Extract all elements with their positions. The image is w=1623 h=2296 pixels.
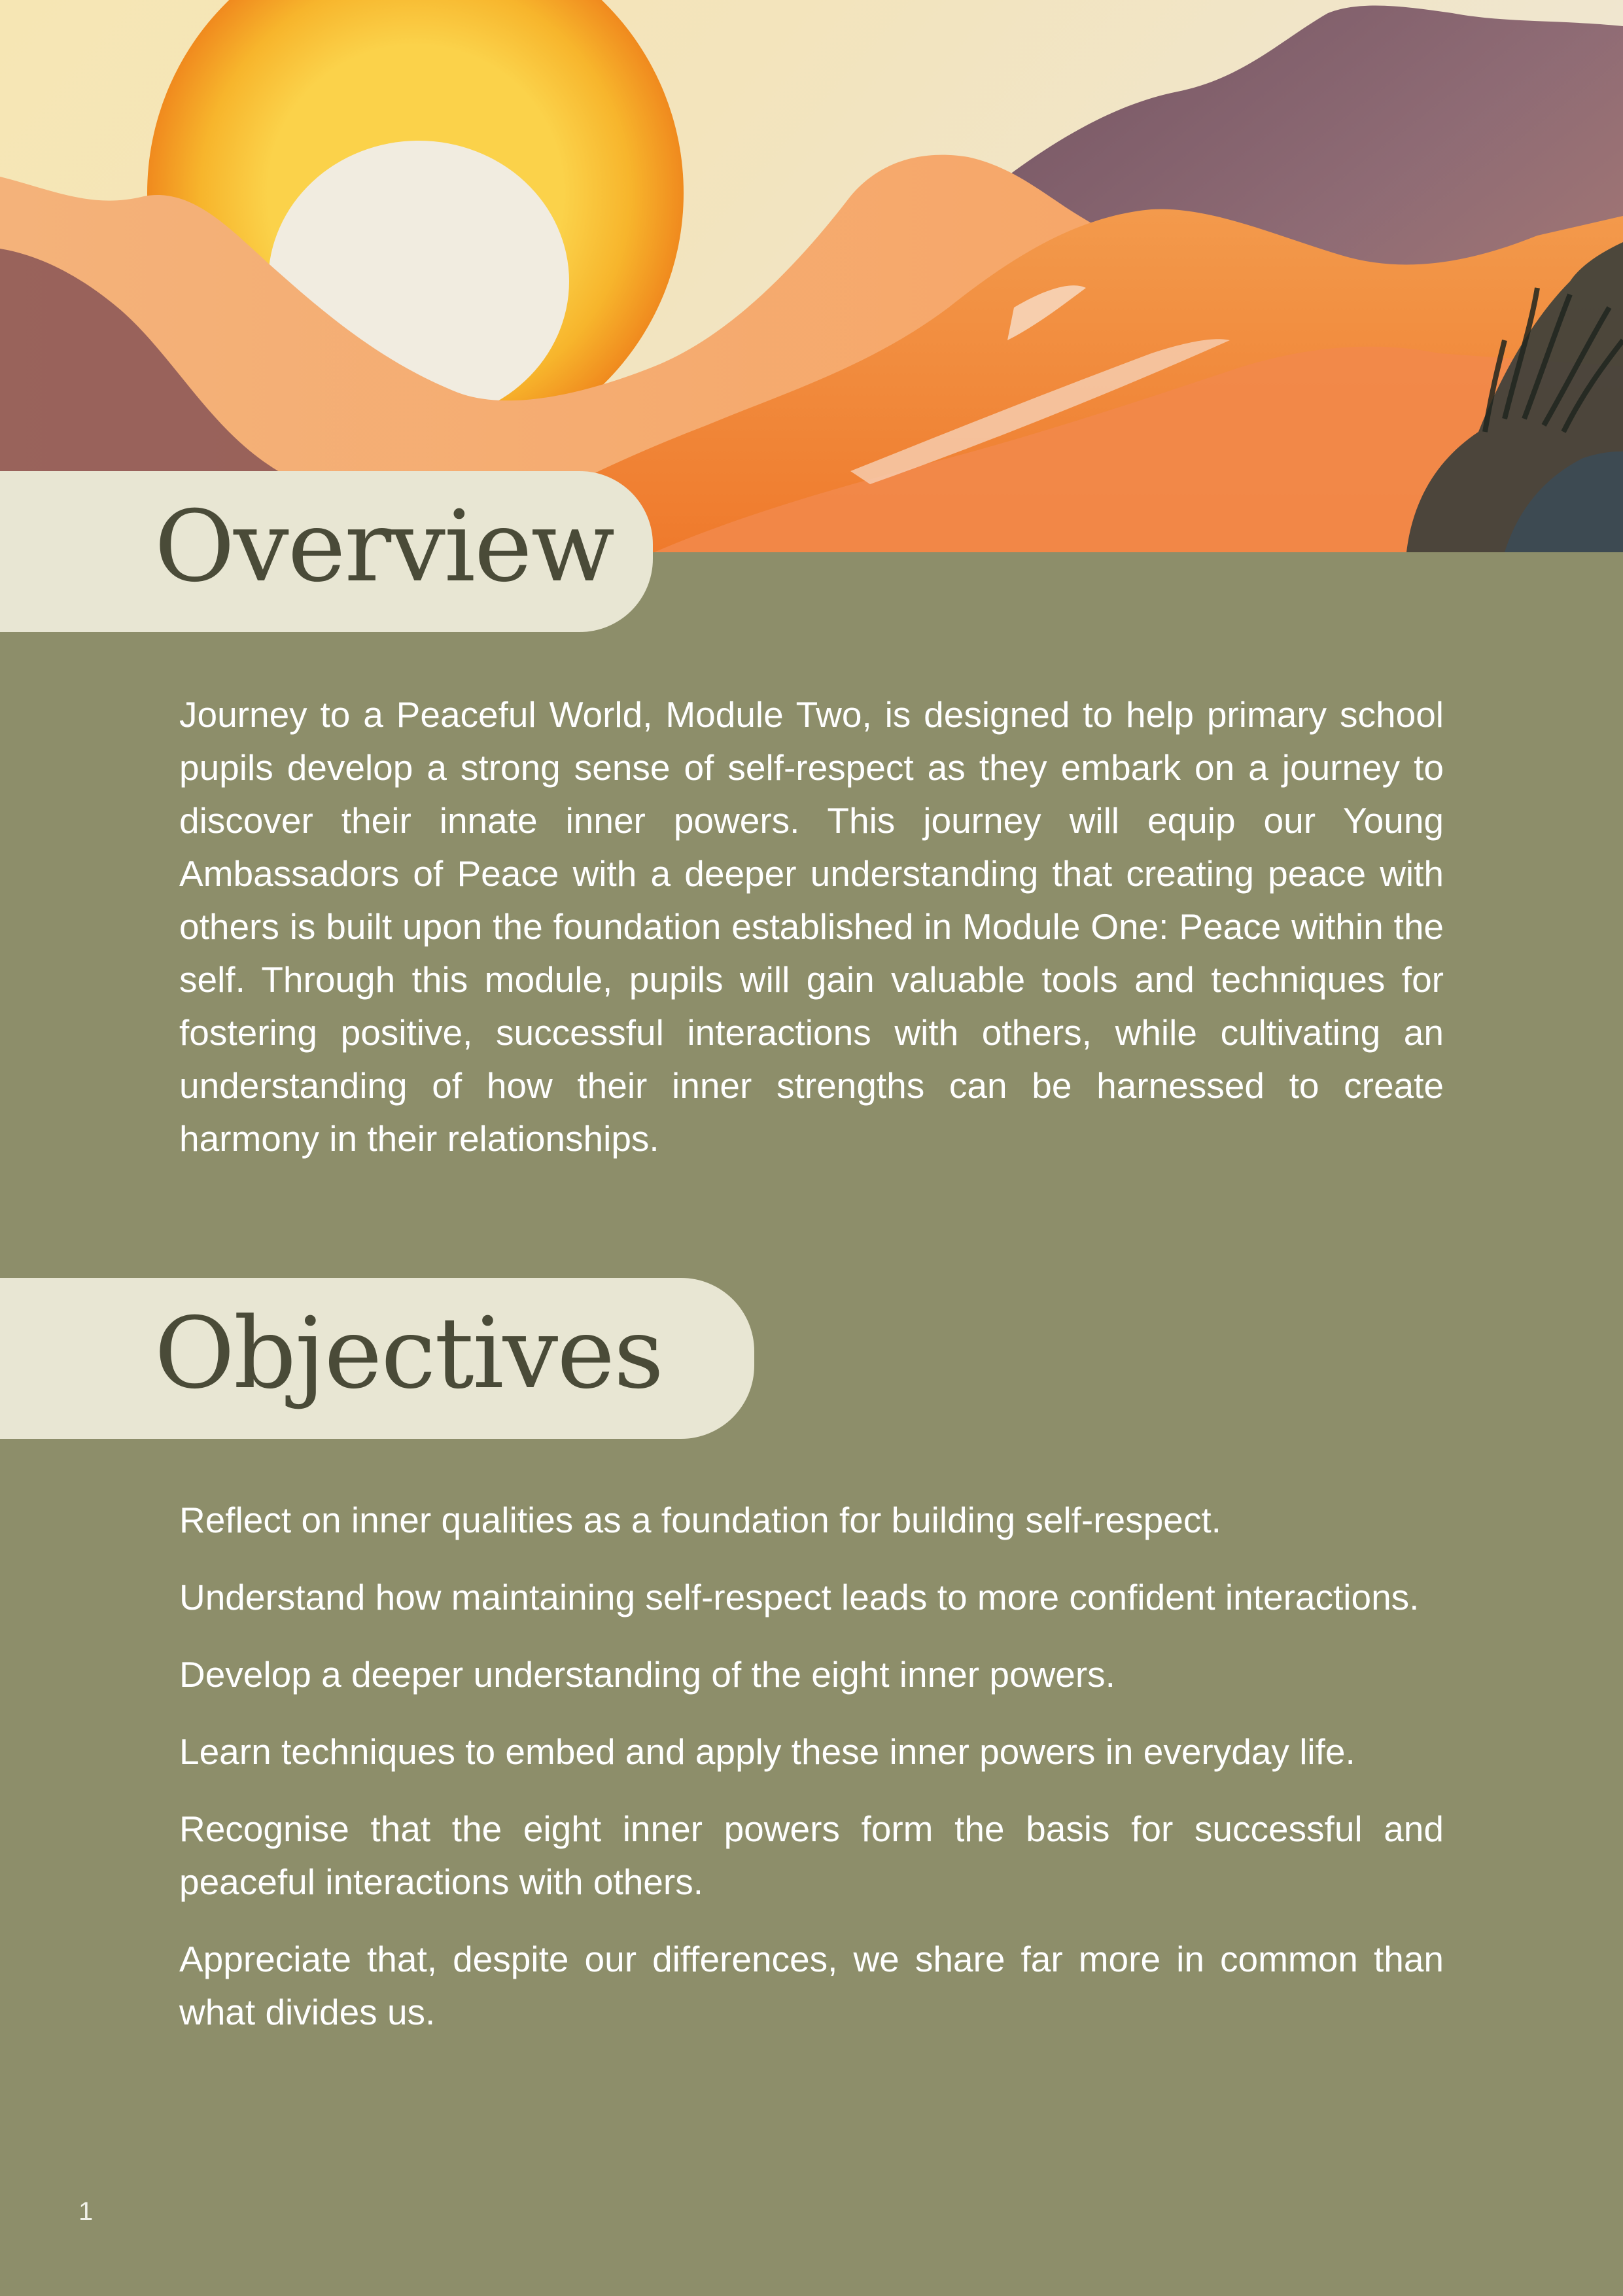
objective-item: Develop a deeper understanding of the eight inner powers. — [179, 1654, 1115, 1695]
objective-item: Appreciate that, despite our differences, we share far more in common than what divides us. — [179, 1939, 1444, 2032]
objective-item: Recognise that the eight inner powers form the basis for successful and peaceful interactions with others. — [179, 1809, 1444, 1902]
objectives-list — [179, 1494, 1444, 2063]
overview-heading: Overview — [154, 490, 614, 604]
overview-heading-pill — [0, 471, 653, 632]
overview-paragraph: Journey to a Peaceful World, Module Two, is designed to help primary school pupils develop a strong sense of self-respect as they embark on a journey to discover their innate inner powers. This journey will equip our Young Ambassadors of Peace with a deeper understanding that creating peace with others is built upon the foundation established in Module One: Peace within the self. Through this module, pupils will gain valuable tools and techniques for fostering positive, successful interactions with others, while cultivating an understanding of how their inner strengths can be harnessed to create harmony in their relationships. — [179, 694, 1444, 1159]
page-number: 1 — [79, 2197, 94, 2226]
objective-item: Reflect on inner qualities as a foundation for building self-respect. — [179, 1500, 1221, 1540]
objectives-heading: Objectives — [154, 1297, 663, 1411]
objective-item: Learn techniques to embed and apply these inner powers in everyday life. — [179, 1731, 1355, 1772]
objectives-heading-pill — [0, 1278, 754, 1439]
objective-item: Understand how maintaining self-respect leads to more confident interactions. — [179, 1577, 1420, 1617]
hero-watercolor-illustration — [0, 0, 1623, 552]
